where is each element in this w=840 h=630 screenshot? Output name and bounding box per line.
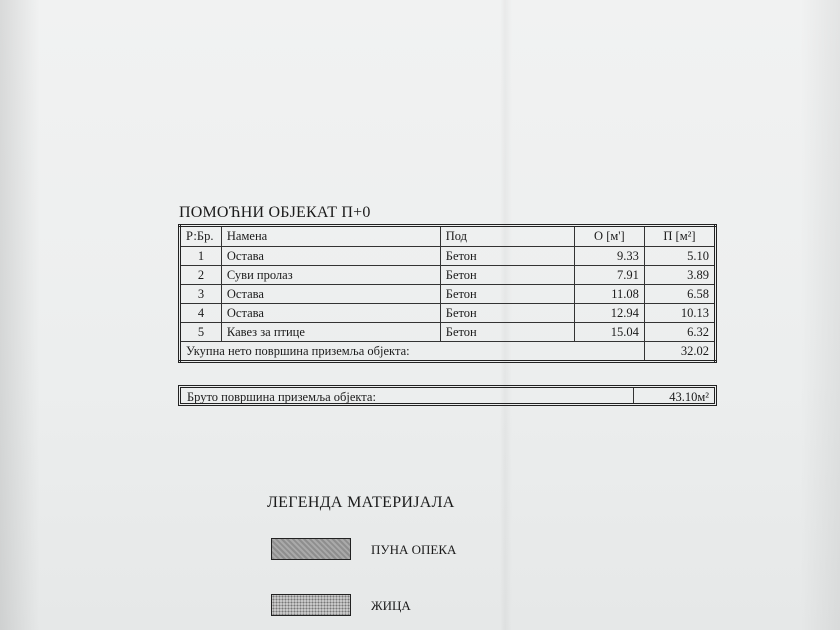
row-purpose: Остава	[221, 304, 440, 323]
row-perimeter: 11.08	[574, 285, 644, 304]
row-perimeter: 9.33	[574, 247, 644, 266]
table-row	[180, 247, 716, 266]
table-row	[180, 323, 716, 342]
brutto-value: 43.10м²	[669, 390, 709, 404]
legend-title: ЛЕГЕНДА МАТЕРИЈАЛА	[267, 494, 455, 511]
table-total-row	[180, 342, 716, 362]
document-title: ПОМОЋНИ ОБЈЕКАТ П+0	[179, 204, 371, 221]
row-purpose: Остава	[221, 247, 440, 266]
total-value: 32.02	[644, 342, 715, 362]
legend-item-label: ПУНА ОПЕКА	[371, 542, 457, 557]
row-perimeter: 15.04	[574, 323, 644, 342]
table-row	[180, 304, 716, 323]
total-label: Укупна нето површина приземља објекта:	[180, 342, 645, 362]
col-header-number: Р:Бр.	[180, 226, 222, 247]
wire-hatch-swatch	[271, 594, 351, 616]
table-row	[180, 285, 716, 304]
brick-hatch-swatch	[271, 538, 351, 560]
row-floor: Бетон	[440, 266, 574, 285]
col-header-area: П [м²]	[644, 226, 715, 247]
row-number: 4	[180, 304, 222, 323]
row-floor: Бетон	[440, 247, 574, 266]
row-area: 5.10	[644, 247, 715, 266]
row-purpose: Суви пролаз	[221, 266, 440, 285]
row-floor: Бетон	[440, 285, 574, 304]
row-purpose: Остава	[221, 285, 440, 304]
row-perimeter: 7.91	[574, 266, 644, 285]
row-purpose: Кавез за птице	[221, 323, 440, 342]
col-header-purpose: Намена	[221, 226, 440, 247]
row-area: 6.32	[644, 323, 715, 342]
col-header-floor: Под	[440, 226, 574, 247]
row-area: 6.58	[644, 285, 715, 304]
table-header-row	[180, 226, 716, 247]
brutto-label: Бруто површина приземља објекта:	[181, 388, 634, 403]
col-header-perimeter: О [м']	[574, 226, 644, 247]
rooms-table	[178, 224, 717, 363]
row-number: 1	[180, 247, 222, 266]
row-area: 3.89	[644, 266, 715, 285]
row-number: 5	[180, 323, 222, 342]
legend-item-label: ЖИЦА	[371, 598, 411, 613]
brutto-area-box	[178, 385, 717, 406]
row-number: 3	[180, 285, 222, 304]
row-floor: Бетон	[440, 323, 574, 342]
row-floor: Бетон	[440, 304, 574, 323]
row-perimeter: 12.94	[574, 304, 644, 323]
row-area: 10.13	[644, 304, 715, 323]
row-number: 2	[180, 266, 222, 285]
table-row	[180, 266, 716, 285]
